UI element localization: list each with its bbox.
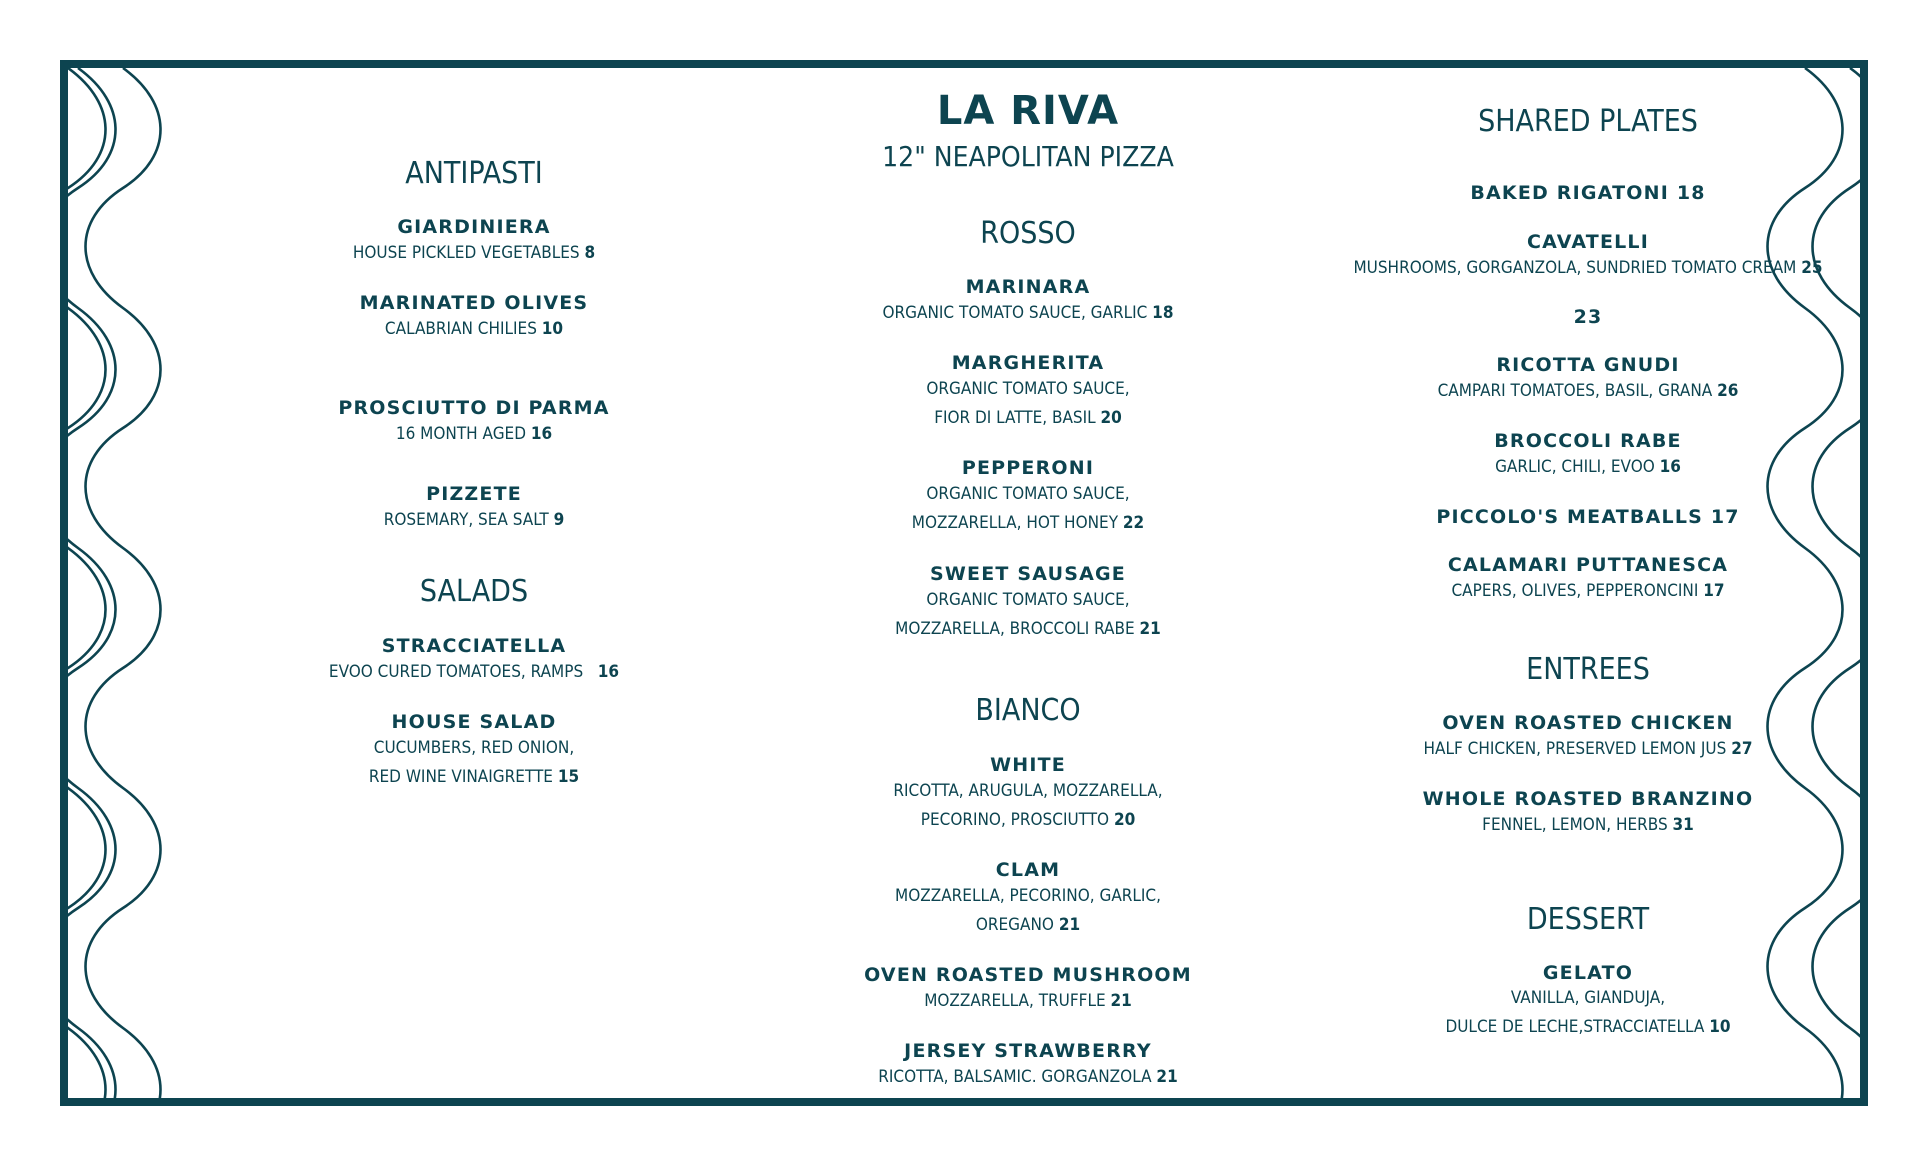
item-description: MOZZARELLA, HOT HONEY 22 <box>911 513 1145 533</box>
item-price: 10 <box>541 319 564 339</box>
item-description: PECORINO, PROSCIUTTO 20 <box>920 810 1136 830</box>
item-name: CLAM <box>995 859 1061 881</box>
item-price: 20 <box>1113 810 1136 830</box>
item-description: RED WINE VINAIGRETTE 15 <box>368 767 580 787</box>
item-price: 22 <box>1122 513 1145 533</box>
item-price: 9 <box>553 510 565 530</box>
item-description: EVOO CURED TOMATOES, RAMPS 16 <box>328 662 620 682</box>
item-name: PEPPERONI <box>961 457 1095 479</box>
item-name: PROSCIUTTO DI PARMA <box>338 397 610 419</box>
item-description: CUCUMBERS, RED ONION, <box>373 738 575 758</box>
item-name: STRACCIATELLA <box>381 635 567 657</box>
item-description: DULCE DE LECHE,STRACCIATELLA 10 <box>1445 1017 1731 1037</box>
item-description: MOZZARELLA, PECORINO, GARLIC, <box>895 886 1161 906</box>
item-description: ROSEMARY, SEA SALT 9 <box>383 510 565 530</box>
item-price: 10 <box>1709 1017 1731 1037</box>
item-name: BROCCOLI RABE <box>1494 430 1682 452</box>
section-heading-entrees: ENTREES <box>1526 652 1650 687</box>
item-description: CAPERS, OLIVES, PEPPERONCINI 17 <box>1451 581 1725 601</box>
item-name: PIZZETE <box>426 483 522 505</box>
item-description: ORGANIC TOMATO SAUCE, <box>926 379 1130 399</box>
item-price: 21 <box>1110 991 1132 1011</box>
item-name: WHOLE ROASTED BRANZINO <box>1422 788 1754 810</box>
item-name: WHITE <box>990 754 1066 776</box>
item-name: HOUSE SALAD <box>391 711 557 733</box>
item-name: RICOTTA GNUDI <box>1496 354 1680 376</box>
section-heading-dessert: DESSERT <box>1526 902 1650 937</box>
item-price: 16 <box>597 662 620 682</box>
item-description: RICOTTA, BALSAMIC. GORGANZOLA 21 <box>878 1067 1178 1087</box>
item-description: ORGANIC TOMATO SAUCE, <box>926 590 1130 610</box>
item-price: 15 <box>557 767 580 787</box>
section-heading-shared-plates: SHARED PLATES <box>1478 104 1698 139</box>
item-price: 27 <box>1731 739 1753 759</box>
item-description: MOZZARELLA, BROCCOLI RABE 21 <box>895 619 1161 639</box>
item-name: OVEN ROASTED CHICKEN <box>1442 712 1734 734</box>
item-price: 20 <box>1100 408 1122 428</box>
item-name: PICCOLO'S MEATBALLS 17 <box>1436 506 1740 528</box>
section-heading-rosso: ROSSO <box>980 216 1076 251</box>
item-description: CALABRIAN CHILIES 10 <box>384 319 564 339</box>
item-description: HALF CHICKEN, PRESERVED LEMON JUS 27 <box>1423 739 1753 759</box>
item-name: MARGHERITA <box>951 352 1105 374</box>
item-name: GIARDINIERA <box>397 216 551 238</box>
section-heading-salads: SALADS <box>419 574 529 609</box>
item-price: 16 <box>1659 457 1681 477</box>
item-price: 25 <box>1801 258 1823 278</box>
item-description: ORGANIC TOMATO SAUCE, GARLIC 18 <box>882 303 1174 323</box>
item-description: OREGANO 21 <box>975 915 1081 935</box>
item-name: OVEN ROASTED MUSHROOM <box>864 964 1192 986</box>
item-name: SWEET SAUSAGE <box>930 563 1126 585</box>
item-price: 8 <box>584 243 596 263</box>
item-description: MOZZARELLA, TRUFFLE 21 <box>924 991 1132 1011</box>
item-name: GELATO <box>1542 962 1634 984</box>
item-description: GARLIC, CHILI, EVOO 16 <box>1495 457 1681 477</box>
item-price: 21 <box>1156 1067 1178 1087</box>
item-name: CALAMARI PUTTANESCA <box>1447 554 1729 576</box>
item-price: 23 <box>1573 306 1603 328</box>
item-name: CAVATELLI <box>1526 231 1650 253</box>
item-description: VANILLA, GIANDUJA, <box>1510 988 1666 1008</box>
item-description: FENNEL, LEMON, HERBS 31 <box>1482 815 1694 835</box>
item-description: 16 MONTH AGED 16 <box>395 424 553 444</box>
item-description: ORGANIC TOMATO SAUCE, <box>926 484 1130 504</box>
item-price: 21 <box>1058 915 1081 935</box>
item-price: 21 <box>1139 619 1161 639</box>
menu-subtitle: 12" NEAPOLITAN PIZZA <box>882 140 1174 173</box>
item-price: 17 <box>1710 506 1740 528</box>
item-price: 26 <box>1717 381 1739 401</box>
item-price: 17 <box>1703 581 1725 601</box>
item-price: 16 <box>530 424 553 444</box>
restaurant-title: LA RIVA <box>936 88 1120 134</box>
section-heading-antipasti: ANTIPASTI <box>405 156 543 191</box>
item-description: RICOTTA, ARUGULA, MOZZARELLA, <box>893 781 1163 801</box>
item-price: 18 <box>1152 303 1174 323</box>
item-description: CAMPARI TOMATOES, BASIL, GRANA 26 <box>1437 381 1739 401</box>
item-name: MARINATED OLIVES <box>359 292 589 314</box>
item-description: HOUSE PICKLED VEGETABLES 8 <box>352 243 596 263</box>
item-price: 31 <box>1672 815 1694 835</box>
item-name: BAKED RIGATONI 18 <box>1470 182 1706 204</box>
item-price: 18 <box>1676 182 1706 204</box>
item-description: MUSHROOMS, GORGANZOLA, SUNDRIED TOMATO CREAM 25 <box>1353 258 1823 278</box>
item-name: JERSEY STRAWBERRY <box>904 1040 1152 1062</box>
item-name: MARINARA <box>965 276 1091 298</box>
item-description: FIOR DI LATTE, BASIL 20 <box>934 408 1122 428</box>
section-heading-bianco: BIANCO <box>975 693 1081 728</box>
menu-frame <box>60 60 1868 1106</box>
left-wave-border <box>68 68 178 1098</box>
